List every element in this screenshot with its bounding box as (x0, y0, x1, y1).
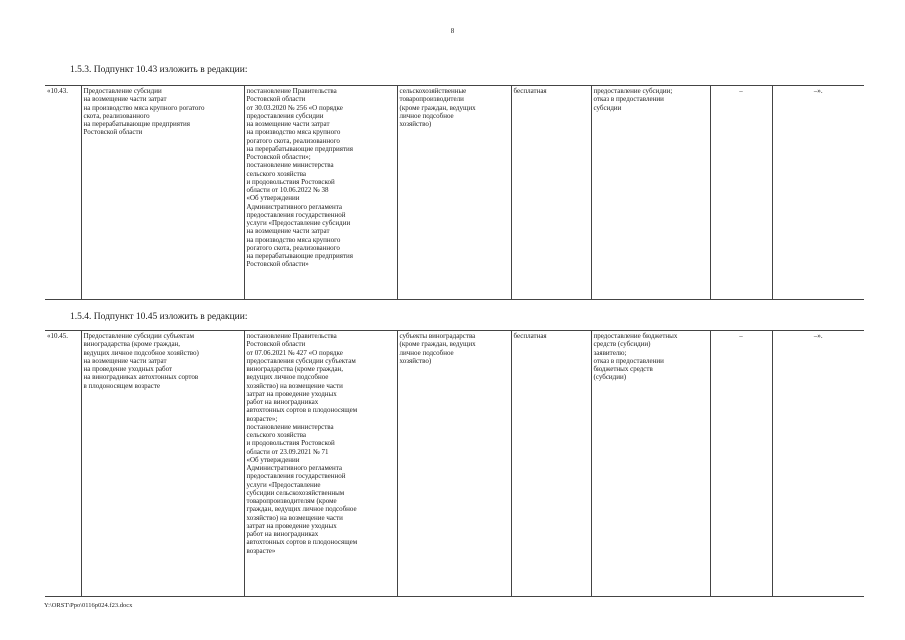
cell-dash-end: –». (813, 332, 823, 340)
cell-result: предоставление субсидии; отказ в предоставлении субсидии (593, 87, 673, 112)
cell-dash-end: –». (813, 87, 823, 95)
cell-fee: бесплатная (513, 332, 547, 340)
cell-number: «10.43. (45, 86, 81, 300)
cell-fee: бесплатная (513, 87, 547, 95)
table-row (45, 331, 864, 597)
cell-number: «10.45. (45, 331, 81, 597)
cell-legal-basis: постановление Правительства Ростовской области от 30.03.2020 № 256 «О порядке предоставления субсидии на возмещение части затрат на производство мяса крупного рогатого скота, реализованного на перерабатывающие предприятия Ростовской области»; постановление министерства сельского хозяйства и продовольствия Ростовской области от 10.06.2022 № 38 «Об утверждении Административного регламента предоставления государственной услуги «Предоставление субсидии на возмещение части затрат на производство мяса крупного рогатого скота, реализованного на перерабатывающие предприятия Ростовской области» (246, 87, 354, 269)
cell-service-name: Предоставление субсидии на возмещение части затрат на производство мяса крупного рогатого скота, реализованного на перерабатывающие предприятия Ростовской области (83, 87, 205, 137)
cell-dash: – (739, 87, 743, 95)
table-10-45 (45, 330, 864, 597)
section-heading-10-45: 1.5.4. Подпункт 10.45 изложить в редакции: (70, 312, 248, 322)
cell-dash: – (739, 332, 743, 340)
cell-recipients: субъекты виноградарства (кроме граждан, ведущих личное подсобное хозяйство) (399, 332, 476, 365)
file-path-footer: Y:\ORST\Ppo\0116p024.f23.docx (44, 602, 133, 609)
table-10-43 (45, 85, 864, 300)
cell-recipients: сельскохозяйственные товаропроизводители (кроме граждан, ведущих личное подсобное хозяйство) (399, 87, 476, 128)
cell-legal-basis: постановление Правительства Ростовской области от 07.06.2021 № 427 «О порядке предоставления субсидии субъектам виноградарства (кроме граждан, ведущих личное подсобное хозяйство) на возмещение части затрат на проведение уходных работ на виноградниках автохтонных сортов в плодоносящем возрасте»; постановление министерства сельского хозяйства и продовольствия Ростовской области от 23.09.2021 № 71 «Об утверждении Административного регламента предоставления государственной услуги «Предоставление субсидии сельскохозяйственным товаропроизводителям (кроме граждан, ведущих личное подсобное хозяйство) на возмещение части затрат на проведение уходных работ на виноградниках автохтонных сортов в плодоносящем возрасте» (246, 332, 358, 555)
table-row (45, 86, 864, 300)
page-number: 8 (450, 27, 455, 35)
cell-result: предоставление бюджетных средств (субсидии) заявителю; отказ в предоставлении бюджетных средств (субсидии) (593, 332, 678, 382)
cell-service-name: Предоставление субсидии субъектам виноградарства (кроме граждан, ведущих личное подсобное хозяйство) на возмещение части затрат на проведение уходных работ на виноградниках автохтонных сортов в плодоносящем возрасте (83, 332, 199, 390)
section-heading-10-43: 1.5.3. Подпункт 10.43 изложить в редакции: (70, 65, 248, 75)
